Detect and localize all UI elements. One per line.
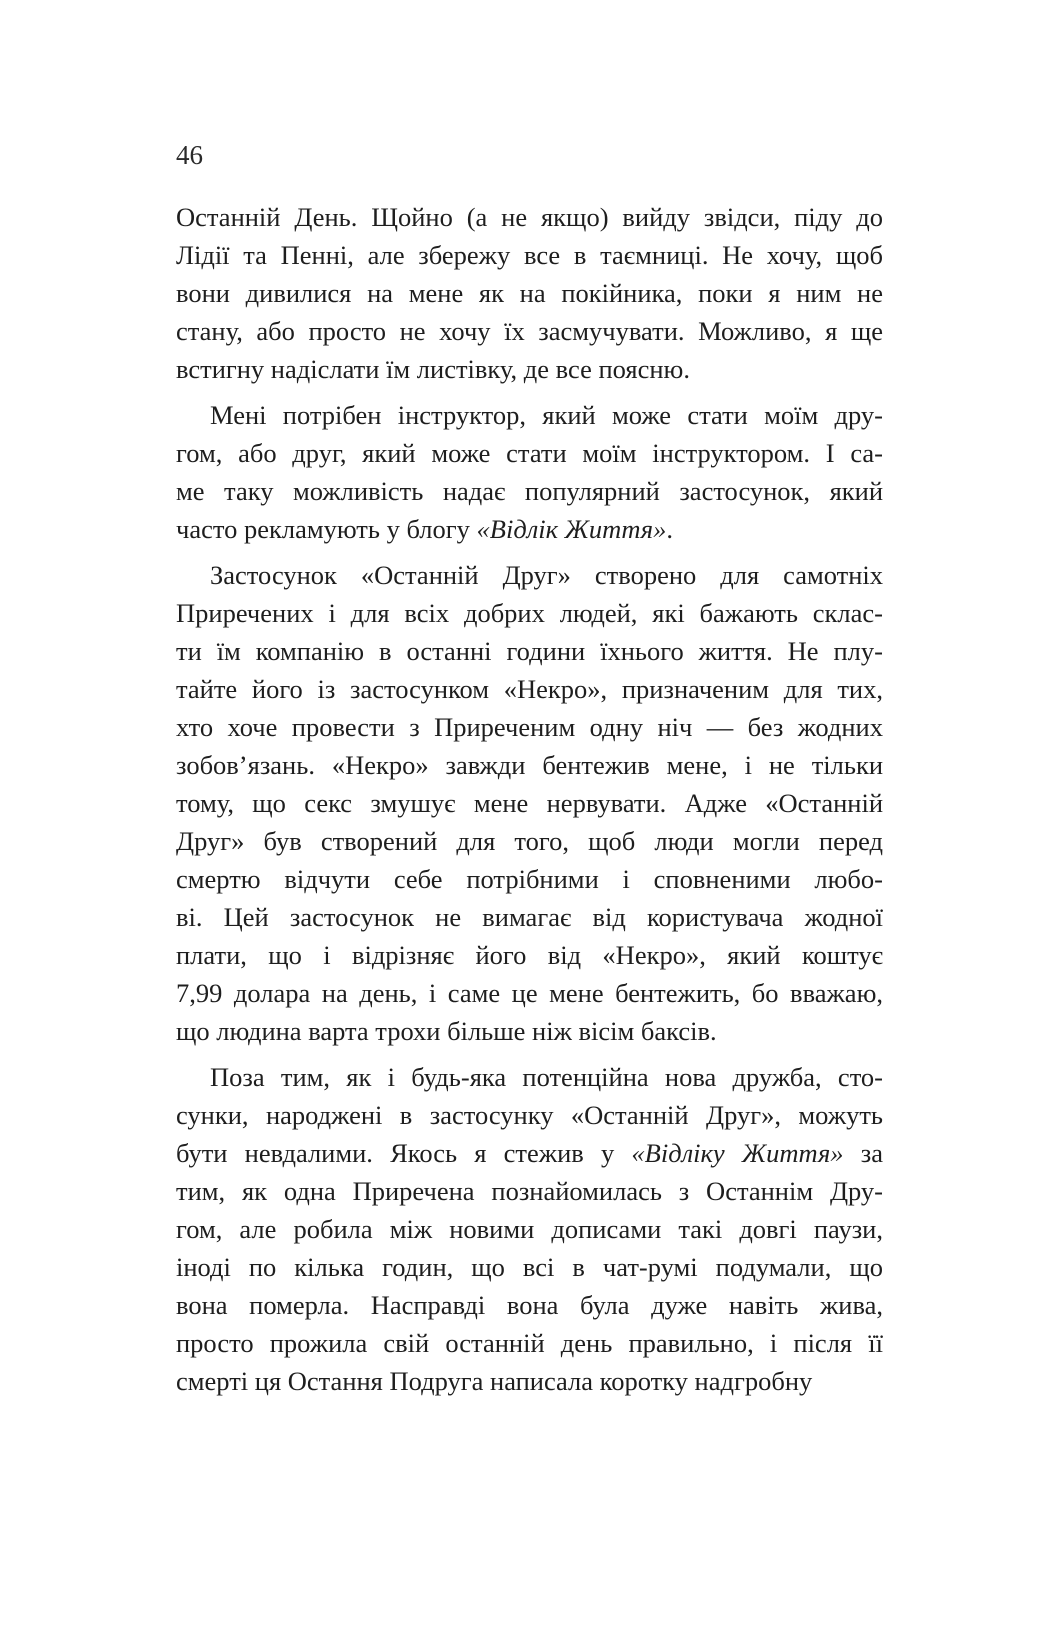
text-line [176,1058,883,1096]
text-line [176,1362,883,1400]
text-segment: вона померла. Насправді вона була дуже навіть жива, [176,1290,883,1320]
text-line [176,898,883,936]
paragraph [176,198,883,388]
text-segment: іноді по кілька годин, що всі в чат-румі подумали, що [176,1252,883,1282]
body-text [176,198,883,1400]
text-segment: часто рекламують у блогу [176,514,477,544]
text-segment: що людина варта трохи більше ніж вісім баксів. [176,1016,717,1046]
text-segment: Мені потрібен інструктор, який може стати моїм дру- [210,400,883,430]
text-segment: встигну надіслати їм листівку, де все поясню. [176,354,690,384]
text-line [176,1324,883,1362]
text-segment: вони дивилися на мене як на покійника, поки я ним не [176,278,883,308]
text-line [176,708,883,746]
text-line [176,350,883,388]
text-line [176,936,883,974]
text-segment: Лідії та Пенні, але збережу все в таємниці. Не хочу, щоб [176,240,883,270]
paragraph [176,396,883,548]
italic-text-segment: «Відліку Життя» [631,1138,844,1168]
text-line [176,1286,883,1324]
text-line [176,274,883,312]
italic-text-segment: «Відлік Життя» [476,514,667,544]
text-segment: гом, або друг, який може стати моїм інструктором. І са- [176,438,883,468]
text-line [176,1134,883,1172]
text-segment: тому, що секс змушує мене нервувати. Адже «Останній [176,788,883,818]
text-line [176,632,883,670]
text-segment: тайте його із застосунком «Некро», призначеним для тих, [176,674,883,704]
text-segment: за [843,1138,883,1168]
text-line [176,784,883,822]
text-line [176,396,883,434]
text-segment: гом, але робила між новими дописами такі довгі паузи, [176,1214,883,1244]
text-segment: смерті ця Остання Подруга написала коротку надгробну [176,1366,813,1396]
text-line [176,860,883,898]
text-segment: Друг» був створений для того, щоб люди могли перед [176,826,883,856]
text-segment: хто хоче провести з Приреченим одну ніч — без жодних [176,712,883,742]
paragraph [176,556,883,1050]
text-line [176,1248,883,1286]
text-line [176,974,883,1012]
text-line [176,510,883,548]
text-line [176,434,883,472]
text-segment: зобов’язань. «Некро» завжди бентежив мене, і не тільки [176,750,883,780]
text-line [176,472,883,510]
text-line [176,1172,883,1210]
paragraph [176,1058,883,1400]
text-segment: Приречених і для всіх добрих людей, які бажають склас- [176,598,883,628]
text-line [176,1012,883,1050]
text-line [176,822,883,860]
text-line [176,236,883,274]
text-segment: плати, що і відрізняє його від «Некро», який коштує [176,940,883,970]
text-segment: смертю відчути себе потрібними і сповненими любо- [176,864,883,894]
text-segment: сунки, народжені в застосунку «Останній Друг», можуть [176,1100,883,1130]
text-segment: Застосунок «Останній Друг» створено для самотніх [210,560,883,590]
text-segment: тим, як одна Приречена познайомилась з Останнім Дру- [176,1176,883,1206]
text-segment: ме таку можливість надає популярний застосунок, який [176,476,883,506]
text-segment: просто прожила свій останній день правильно, і після її [176,1328,883,1358]
text-segment: 7,99 долара на день, і саме це мене бентежить, бо вважаю, [176,978,883,1008]
text-segment: ві. Цей застосунок не вимагає від користувача жодної [176,902,883,932]
text-segment: Останній День. Щойно (а не якщо) вийду звідси, піду до [176,202,883,232]
text-line [176,198,883,236]
text-line [176,1210,883,1248]
text-segment: ти їм компанію в останні години їхнього життя. Не плу- [176,636,883,666]
text-line [176,556,883,594]
text-segment: . [666,514,673,544]
text-segment: бути невдалими. Якось я стежив у [176,1138,632,1168]
page-number: 46 [176,140,203,170]
text-line [176,746,883,784]
text-line [176,312,883,350]
text-line [176,670,883,708]
text-line [176,594,883,632]
text-line [176,1096,883,1134]
text-segment: стану, або просто не хочу їх засмучувати. Можливо, я ще [176,316,883,346]
text-segment: Поза тим, як і будь-яка потенційна нова дружба, сто- [210,1062,883,1092]
